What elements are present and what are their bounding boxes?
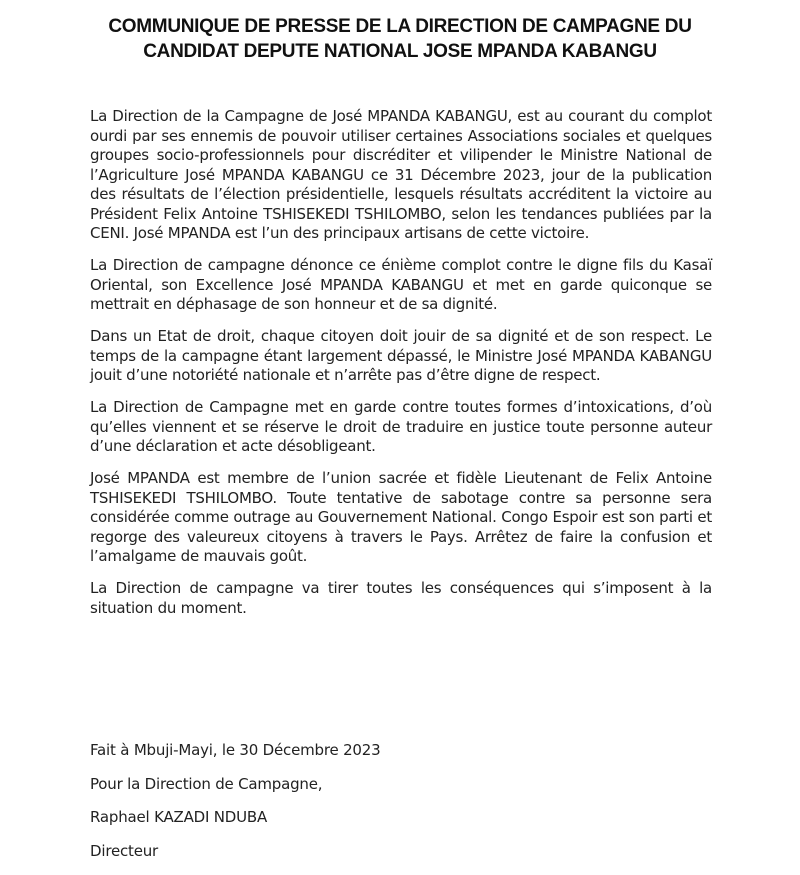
paragraph-2: La Direction de campagne dénonce ce énième complot contre le digne fils du Kasaï Oriental, son Excellence José MPANDA KABANGU et met en garde quiconque se mettrait en déphasage de son honneur et de sa dignité. [90,256,712,313]
paragraph-3: Dans un Etat de droit, chaque citoyen doit jouir de sa dignité et de son respect. Le temps de la campagne étant largement dépassé, le Ministre José MPANDA KABANGU jouit d’une notoriété nationale et n’arrête pas d’être digne de respect. [90,327,712,384]
title-line-1: COMMUNIQUE DE PRESSE DE LA DIRECTION DE CAMPAGNE DU [108,16,692,37]
paragraph-1: La Direction de la Campagne de José MPANDA KABANGU, est au courant du complot ourdi par ses ennemis de pouvoir utiliser certaines Associations sociales et quelques groupes socio-professionnels pour discréditer et vilipender le Ministre National de l’Agriculture José MPANDA KABANGU ce 31 Décembre 2023, jour de la publication des résultats de l’élection présidentielle, lesquels résultats accréditent la victoire au Président Felix Antoine TSHISEKEDI TSHILOMBO, selon les tendances publiées par la CENI. José MPANDA est l’un des principaux artisans de cette victoire. [90,107,712,242]
title-line-2: CANDIDAT DEPUTE NATIONAL JOSE MPANDA KABANGU [143,41,657,62]
document-body [90,107,712,631]
page-title [80,14,720,64]
paragraph-4: La Direction de Campagne met en garde contre toutes formes d’intoxications, d’où qu’elles viennent et se réserve le droit de traduire en justice toute personne auteur d’une déclaration et acte désobligeant. [90,398,712,455]
for-line: Pour la Direction de Campagne, [90,774,323,793]
signatory-role: Directeur [90,841,159,860]
paragraph-6: La Direction de campagne va tirer toutes les conséquences qui s’imposent à la situation du moment. [90,579,712,617]
paragraph-5: José MPANDA est membre de l’union sacrée et fidèle Lieutenant de Felix Antoine TSHISEKEDI TSHILOMBO. Toute tentative de sabotage contre sa personne sera considérée comme outrage au Gouvernement National. Congo Espoir est son parti et regorge des valeureux citoyens à travers le Pays. Arrêtez de faire la confusion et l’amalgame de mauvais goût. [90,469,712,565]
signature-block [90,741,380,875]
signatory-name: Raphael KAZADI NDUBA [90,808,268,826]
place-date: Fait à Mbuji-Mayi, le 30 Décembre 2023 [90,741,381,759]
